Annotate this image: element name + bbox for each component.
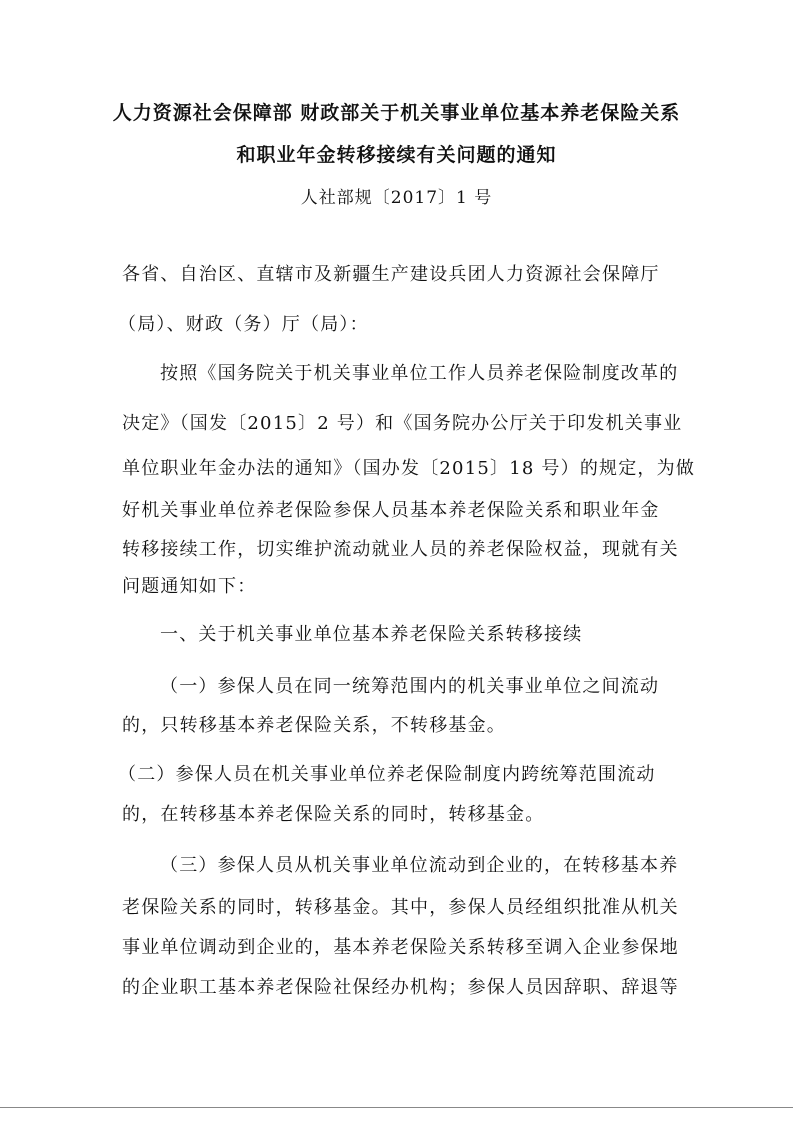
- item-3-line: 事业单位调动到企业的，基本养老保险关系转移至调入企业参保地: [122, 937, 679, 958]
- intro-paragraph-line: 单位职业年金办法的通知》（国办发〔2015〕18 号）的规定，为做: [122, 458, 696, 479]
- item-1-line: （一）参保人员在同一统筹范围内的机关事业单位之间流动: [160, 676, 660, 697]
- intro-paragraph-line: 好机关事业单位养老保险参保人员基本养老保险关系和职业年金: [122, 500, 660, 521]
- item-3-line: （三）参保人员从机关事业单位流动到企业的，在转移基本养: [160, 855, 679, 876]
- item-2-line: 的，在转移基本养老保险关系的同时，转移基金。: [122, 804, 545, 825]
- document-title-line-1: 人力资源社会保障部 财政部关于机关事业单位基本养老保险关系: [112, 102, 681, 124]
- item-1-line: 的，只转移基本养老保险关系，不转移基金。: [122, 715, 506, 736]
- section-heading: 一、关于机关事业单位基本养老保险关系转移接续: [160, 624, 583, 645]
- document-number: 人社部规〔2017〕1 号: [300, 188, 493, 208]
- document-title-line-2: 和职业年金转移接续有关问题的通知: [236, 144, 557, 166]
- intro-paragraph-line: 问题通知如下：: [122, 576, 257, 597]
- intro-paragraph-line: 按照《国务院关于机关事业单位工作人员养老保险制度改革的: [160, 363, 679, 384]
- salutation-line: （局）、财政（务）厅（局）：: [118, 314, 369, 335]
- item-3-line: 的企业职工基本养老保险社保经办机构；参保人员因辞职、辞退等: [122, 977, 679, 998]
- item-2-line: （二）参保人员在机关事业单位养老保险制度内跨统筹范围流动: [118, 764, 656, 785]
- intro-paragraph-line: 转移接续工作，切实维护流动就业人员的养老保险权益，现就有关: [122, 539, 679, 560]
- salutation-line: 各省、自治区、直辖市及新疆生产建设兵团人力资源社会保障厅: [122, 264, 660, 285]
- page-bottom-rule: [0, 1107, 793, 1108]
- item-3-line: 老保险关系的同时，转移基金。其中，参保人员经组织批准从机关: [122, 897, 679, 918]
- intro-paragraph-line: 决定》（国发〔2015〕2 号）和《国务院办公厅关于印发机关事业: [122, 413, 683, 434]
